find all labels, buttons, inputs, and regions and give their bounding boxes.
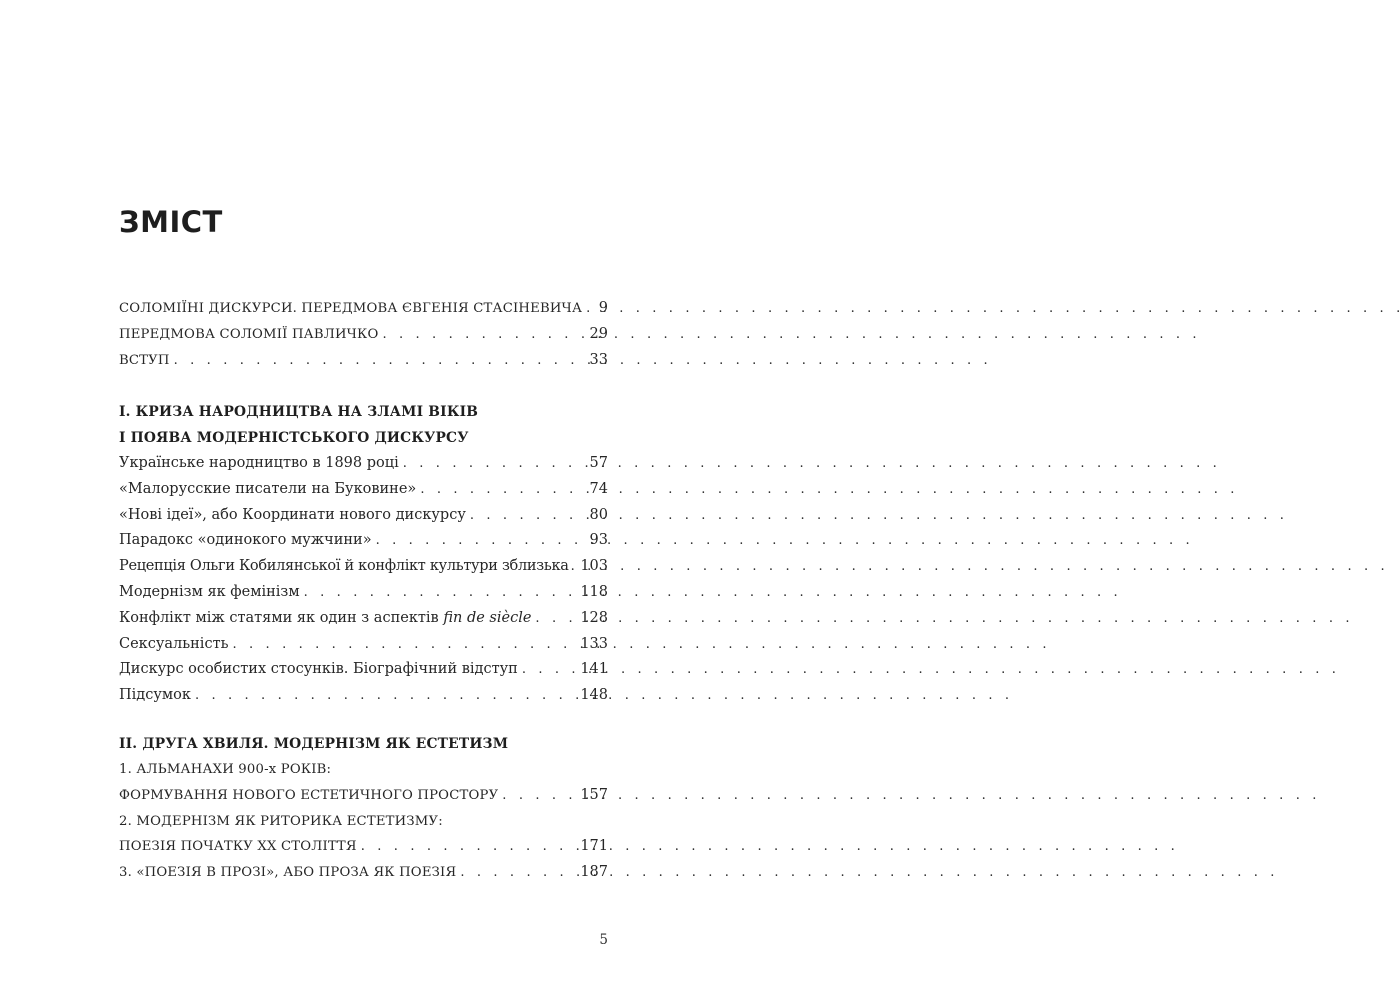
dot-leader — [174, 348, 586, 374]
dot-leader — [382, 322, 585, 348]
dot-leader — [571, 554, 579, 580]
toc-entry[interactable] — [119, 580, 608, 606]
toc-front-matter — [119, 296, 608, 373]
part-heading: І ПОЯВА МОДЕРНІСТСЬКОГО ДИСКУРСУ — [119, 430, 469, 446]
dot-leader — [522, 657, 577, 683]
toc-entry[interactable] — [119, 503, 608, 529]
toc-entry-label: ПЕРЕДМОВА СОЛОМІЇ ПАВЛИЧКО — [119, 326, 379, 342]
toc-entry-label: Модернізм як фемінізм — [119, 583, 300, 600]
toc-entry-page: 57 — [589, 455, 608, 471]
dot-leader — [586, 296, 595, 322]
toc-entry-page: 128 — [580, 609, 608, 626]
toc-entry-label: СОЛОМІЇНІ ДИСКУРСИ. ПЕРЕДМОВА ЄВГЕНІЯ СТАСІНЕВИЧА — [119, 301, 583, 316]
toc-entry[interactable] — [119, 554, 608, 580]
dot-leader — [376, 528, 586, 554]
dot-leader — [403, 451, 586, 477]
toc-part-1 — [119, 399, 608, 709]
toc-part-2 — [119, 731, 608, 886]
toc-entry[interactable] — [119, 683, 608, 709]
toc-entry-label: Рецепція Ольги Кобилянської й конфлікт культури зблизька — [119, 558, 569, 575]
toc-entry-page: 80 — [589, 506, 608, 523]
toc-entry-page: 133 — [580, 635, 608, 652]
toc-entry[interactable] — [119, 606, 608, 632]
toc-entry[interactable] — [119, 632, 608, 658]
dot-leader — [502, 783, 576, 809]
dot-leader — [195, 683, 576, 709]
toc-entry-page: 93 — [589, 532, 608, 549]
toc-entry-label: Сексуальність — [119, 635, 229, 652]
dot-leader — [304, 580, 577, 606]
toc-entry-page: 29 — [589, 325, 608, 342]
toc-entry[interactable] — [119, 477, 608, 503]
dot-leader — [361, 834, 577, 860]
page-title: ЗМІСТ — [119, 205, 223, 239]
toc-entry-page: 187 — [580, 864, 608, 881]
toc-entry[interactable] — [119, 348, 608, 374]
toc-entry[interactable] — [119, 296, 608, 322]
toc-entry-page: 171 — [580, 838, 608, 855]
toc-entry-page: 148 — [580, 687, 608, 704]
toc-entry-label: 3. «ПОЕЗІЯ В ПРОЗІ», АБО ПРОЗА ЯК ПОЕЗІЯ — [119, 865, 457, 881]
toc-entry-label: ФОРМУВАННЯ НОВОГО ЕСТЕТИЧНОГО ПРОСТОРУ — [119, 787, 499, 803]
toc-entry-label — [119, 606, 531, 632]
toc-entry[interactable] — [119, 528, 608, 554]
toc-entry-label: Парадокс «одинокого мужчини» — [119, 532, 372, 549]
toc-entry-label-italic: fin de siècle — [443, 609, 532, 626]
dot-leader — [535, 606, 576, 632]
toc-entry-title-line: 1. АЛЬМАНАХИ 900-х РОКІВ: — [119, 762, 332, 777]
toc-entry[interactable] — [119, 783, 608, 809]
toc-entry[interactable] — [119, 834, 608, 860]
toc-entry[interactable] — [119, 451, 608, 477]
toc-entry-page: 74 — [589, 480, 608, 497]
toc-entry-label: «Малорусские писатели на Буковине» — [119, 480, 417, 497]
toc-entry-label-text: Конфлікт між статями як один з аспектів — [119, 609, 444, 626]
toc-entry-page: 33 — [589, 351, 608, 368]
toc-entry-page: 9 — [598, 300, 608, 316]
page-number: 5 — [599, 932, 608, 948]
toc-entry-label: Підсумок — [119, 687, 191, 704]
toc-entry[interactable] — [119, 657, 608, 683]
dot-leader — [460, 860, 576, 886]
toc-entry-label: ВСТУП — [119, 352, 170, 368]
toc-entry-label: «Нові ідеї», або Координати нового дискурсу — [119, 506, 466, 523]
toc-entry-label: Українське народництво в 1898 році — [119, 455, 399, 471]
toc-entry-page: 157 — [580, 786, 608, 803]
dot-leader — [232, 632, 576, 658]
toc-entry-page: 118 — [580, 583, 608, 600]
dot-leader — [470, 503, 586, 529]
part-heading: І. КРИЗА НАРОДНИЦТВА НА ЗЛАМІ ВІКІВ — [119, 404, 479, 420]
toc-entry[interactable] — [119, 322, 608, 348]
toc-entry[interactable] — [119, 860, 608, 886]
toc-entry-page: 103 — [580, 558, 608, 575]
toc-entry-label: ПОЕЗІЯ ПОЧАТКУ ХХ СТОЛІТТЯ — [119, 839, 357, 855]
part-heading: ІІ. ДРУГА ХВИЛЯ. МОДЕРНІЗМ ЯК ЕСТЕТИЗМ — [119, 736, 509, 752]
toc-entry-page: 141 — [580, 661, 608, 678]
dot-leader — [420, 477, 585, 503]
toc-entry-title-line: 2. МОДЕРНІЗМ ЯК РИТОРИКА ЕСТЕТИЗМУ: — [119, 813, 443, 829]
toc-entry-label: Дискурс особистих стосунків. Біографічний відступ — [119, 661, 518, 678]
